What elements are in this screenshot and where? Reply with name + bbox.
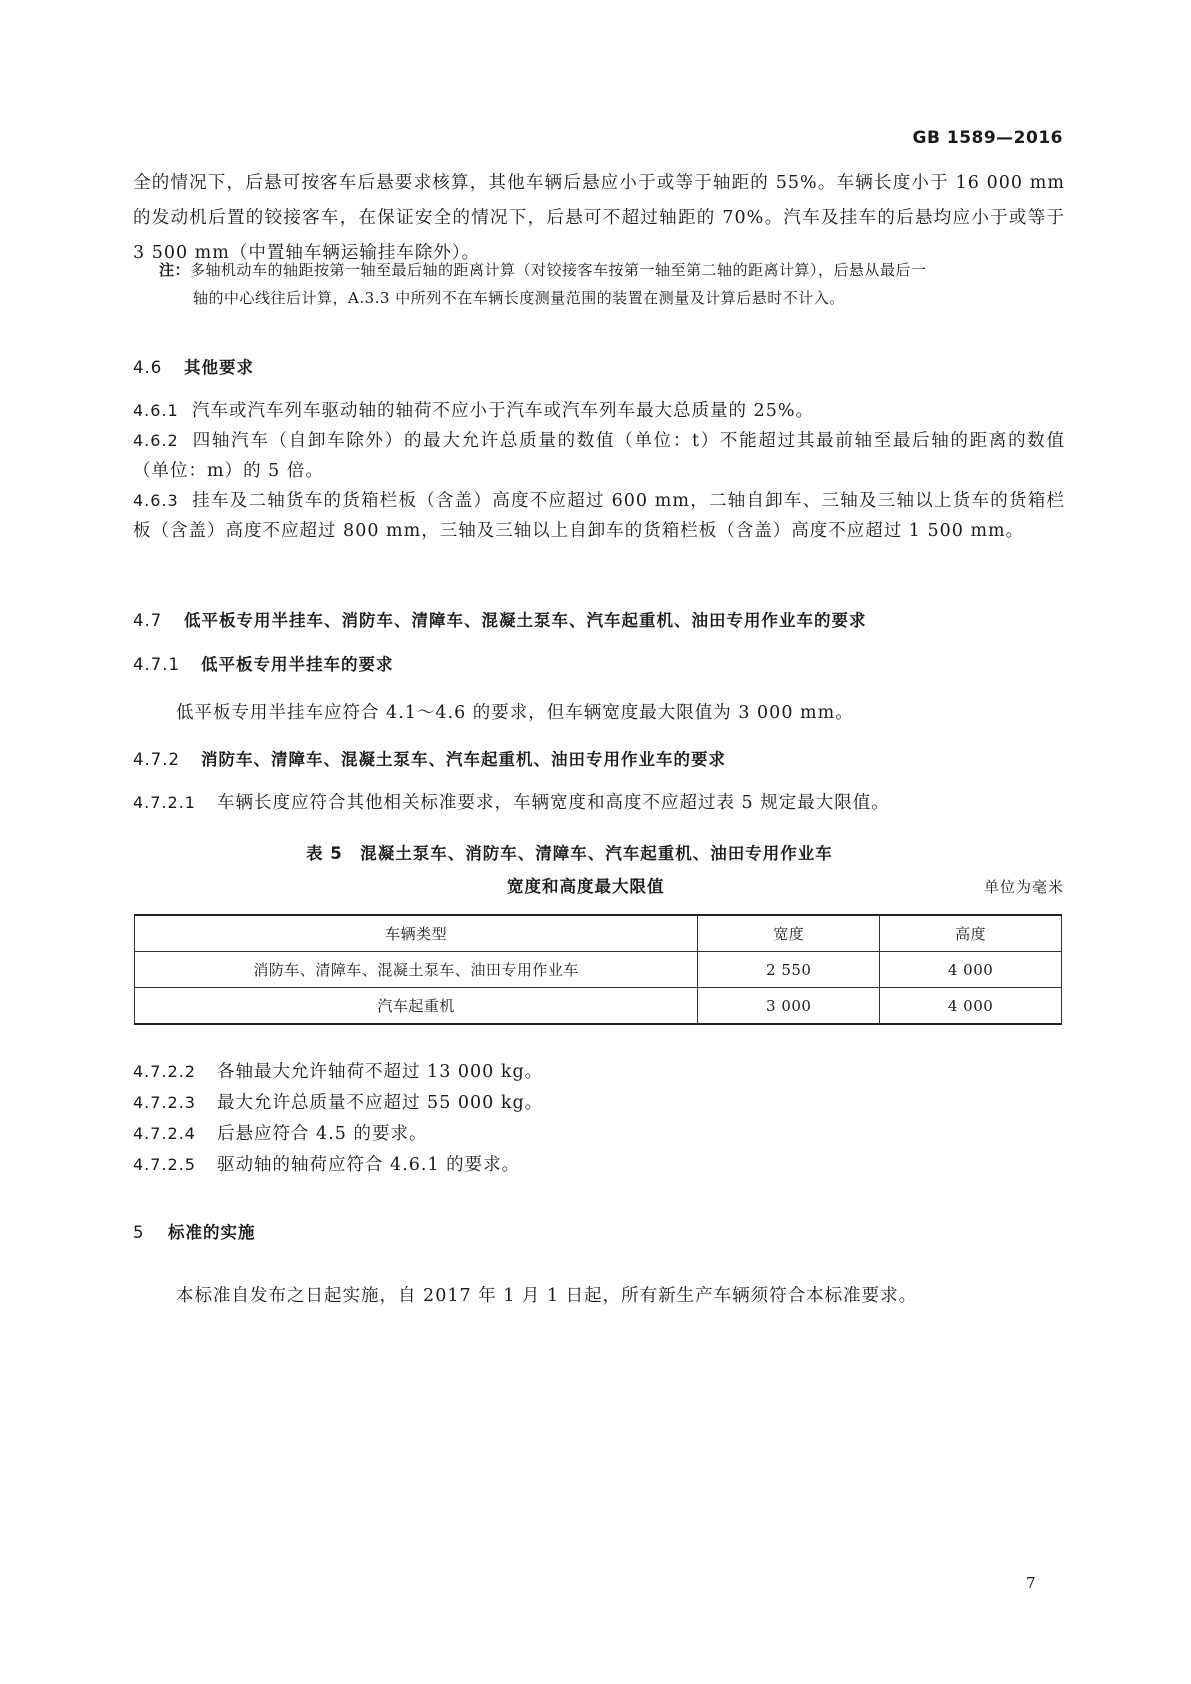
note-line-1: 多轴机动车的轴距按第一轴至最后轴的距离计算（对铰接客车按第一轴至第二轴的距离计算），后悬从最后一 [190, 261, 927, 279]
table-cell: 4 000 [880, 952, 1062, 988]
clause-4-7-2-5 [133, 1150, 1065, 1180]
section-number: 4.7.1 [133, 655, 180, 674]
clause-4-7-2-4 [133, 1119, 1065, 1149]
table-header-cell: 车辆类型 [135, 915, 698, 952]
section-number: 5 [133, 1223, 145, 1242]
section-title: 其他要求 [184, 358, 254, 377]
note-block [159, 256, 1065, 312]
table-title-line-1: 表 5 混凝土泵车、消防车、清障车、汽车起重机、油田专用作业车 [306, 844, 833, 863]
clause-text: 挂车及二轴货车的货箱栏板（含盖）高度不应超过 600 mm，二轴自卸车、三轴及三轴以上货车的货箱栏板（含盖）高度不应超过 800 mm，三轴及三轴以上自卸车的货箱栏板（含盖）高度不应超过 1 500 mm。 [133, 491, 1065, 541]
note-label: 注： [159, 261, 191, 279]
clause-number: 4.7.2.2 [133, 1062, 196, 1081]
clause-text: 车辆长度应符合其他相关标准要求，车辆宽度和高度不应超过表 5 规定最大限值。 [217, 793, 890, 813]
clause-4-6-2 [133, 426, 1065, 486]
section-title: 低平板专用半挂车的要求 [201, 655, 394, 674]
section-number: 4.7.2 [133, 750, 180, 769]
section-title: 低平板专用半挂车、消防车、清障车、混凝土泵车、汽车起重机、油田专用作业车的要求 [184, 611, 867, 630]
clause-text: 最大允许总质量不应超过 55 000 kg。 [217, 1093, 544, 1113]
clause-text: 驱动轴的轴荷应符合 4.6.1 的要求。 [217, 1155, 521, 1175]
clause-number: 4.6.2 [133, 431, 179, 450]
paragraph-5: 本标准自发布之日起实施，自 2017 年 1 月 1 日起，所有新生产车辆须符合本标准要求。 [176, 1286, 918, 1306]
clause-text: 四轴汽车（自卸车除外）的最大允许总质量的数值（单位：t）不能超过其最前轴至最后轴的距离的数值（单位：m）的 5 倍。 [133, 431, 1065, 481]
table-unit: 单位为毫米 [983, 878, 1064, 896]
clause-4-7-2-3 [133, 1088, 1065, 1118]
table-cell: 2 550 [698, 952, 880, 988]
table-5 [134, 914, 1062, 1025]
clause-number: 4.7.2.5 [133, 1155, 196, 1174]
standard-id: GB 1589—2016 [912, 128, 1063, 148]
note-line-2: 轴的中心线往后计算，A.3.3 中所列不在车辆长度测量范围的装置在测量及计算后悬时不计入。 [193, 289, 845, 307]
section-5-heading [133, 1219, 256, 1243]
table-header-row [135, 915, 1062, 952]
section-number: 4.7 [133, 611, 163, 630]
clause-number: 4.6.1 [133, 401, 179, 420]
section-4-7-1-heading [133, 651, 394, 675]
clause-4-6-1 [133, 396, 1065, 426]
table-cell: 消防车、清障车、混凝土泵车、油田专用作业车 [135, 952, 698, 988]
table-cell: 3 000 [698, 988, 880, 1025]
paragraph-4-7-1: 低平板专用半挂车应符合 4.1～4.6 的要求，但车辆宽度最大限值为 3 000 mm。 [176, 703, 854, 723]
clause-4-7-2-1 [133, 788, 1065, 818]
clause-number: 4.7.2.3 [133, 1093, 196, 1112]
table-cell: 汽车起重机 [135, 988, 698, 1025]
table-title-line-2: 宽度和高度最大限值 [507, 877, 665, 896]
section-title: 标准的实施 [168, 1223, 256, 1242]
clause-number: 4.7.2.4 [133, 1124, 196, 1143]
section-4-7-2-heading [133, 746, 726, 770]
page-number: 7 [1026, 1574, 1036, 1592]
table-header-cell: 高度 [880, 915, 1062, 952]
clause-text: 汽车或汽车列车驱动轴的轴荷不应小于汽车或汽车列车最大总质量的 25%。 [192, 401, 814, 421]
clause-4-6-3 [133, 486, 1065, 546]
section-title: 消防车、清障车、混凝土泵车、汽车起重机、油田专用作业车的要求 [201, 750, 726, 769]
clause-text: 各轴最大允许轴荷不超过 13 000 kg。 [217, 1062, 544, 1082]
section-number: 4.6 [133, 358, 163, 377]
clause-text: 后悬应符合 4.5 的要求。 [217, 1124, 428, 1144]
clause-number: 4.6.3 [133, 491, 179, 510]
table-row [135, 952, 1062, 988]
table-row [135, 988, 1062, 1025]
continuation-paragraph: 全的情况下，后悬可按客车后悬要求核算，其他车辆后悬应小于或等于轴距的 55%。车辆长度小于 16 000 mm 的发动机后置的铰接客车，在保证安全的情况下，后悬可不超过轴距的 70%。汽车及挂车的后悬均应小于或等于 3 500 mm（中置轴车辆运输挂车除外）。 [133, 173, 1065, 263]
table-cell: 4 000 [880, 988, 1062, 1025]
section-4-7-heading [133, 607, 867, 631]
section-4-6-heading [133, 354, 254, 378]
clause-4-7-2-2 [133, 1057, 1065, 1087]
clause-number: 4.7.2.1 [133, 793, 196, 812]
table-header-cell: 宽度 [698, 915, 880, 952]
